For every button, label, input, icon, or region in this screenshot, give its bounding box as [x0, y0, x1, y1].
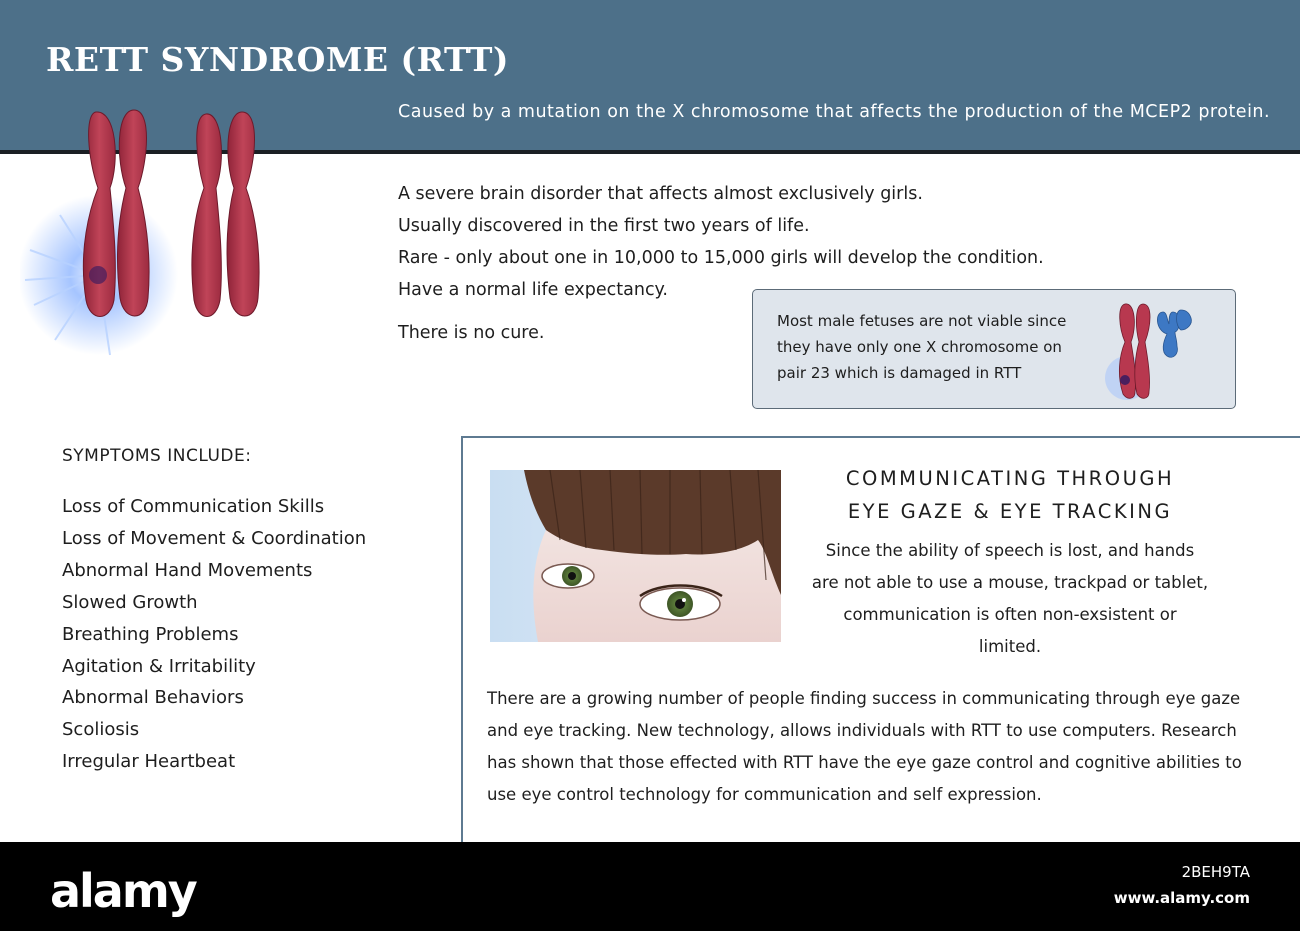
footer-bar [0, 842, 1300, 931]
symptom-item: Abnormal Hand Movements [62, 559, 313, 581]
fact-item: Usually discovered in the first two years of life. [398, 216, 810, 236]
facts-list [398, 178, 1044, 306]
fact-item: Have a normal life expectancy. [398, 280, 668, 300]
eye-gaze-lead: Since the ability of speech is lost, and hands are not able to use a mouse, trackpad or tablet, communication is often non-exsistent or limited. [811, 541, 1209, 656]
symptoms-list [62, 491, 366, 778]
x-chromosome-illustration [20, 100, 290, 365]
girl-eyes-illustration [490, 470, 781, 642]
callout-text: Most male fetuses are not viable since they have only one X chromosome on pair 23 which is damaged in RTT [777, 312, 1067, 382]
cause-subtitle: Caused by a mutation on the X chromosome that affects the production of the MCEP2 protein. [398, 102, 1271, 122]
xy-chromosome-icon [1097, 296, 1207, 402]
symptom-item: Abnormal Behaviors [62, 687, 244, 709]
brand-logo: alamy [50, 864, 196, 918]
site-url: www.alamy.com [1113, 889, 1250, 907]
fact-item: Rare - only about one in 10,000 to 15,000 girls will develop the condition. [398, 248, 1044, 268]
symptom-item: Irregular Heartbeat [62, 751, 236, 773]
eye-gaze-title-line: COMMUNICATING THROUGH [845, 467, 1175, 490]
image-id: 2BEH9TA [1181, 863, 1250, 881]
symptom-item: Scoliosis [62, 719, 140, 741]
symptom-item: Loss of Movement & Coordination [62, 527, 367, 549]
no-cure-note: There is no cure. [398, 323, 545, 343]
fact-item: A severe brain disorder that affects almost exclusively girls. [398, 184, 923, 204]
male-fetus-callout [752, 289, 1236, 409]
symptom-item: Agitation & Irritability [62, 655, 256, 677]
eye-gaze-body: There are a growing number of people finding success in communicating through eye gaze and eye tracking. New technology, allows individuals with RTT to use computers. Research has shown that those effected with RTT have the eye gaze control and cognitive abilities to use eye control technology for communication and self expression. [487, 689, 1242, 804]
eye-gaze-title-line: EYE GAZE & EYE TRACKING [847, 500, 1173, 523]
symptoms-heading: SYMPTOMS INCLUDE: [62, 446, 252, 466]
symptom-item: Slowed Growth [62, 591, 198, 613]
symptom-item: Breathing Problems [62, 623, 239, 645]
symptom-item: Loss of Communication Skills [62, 496, 325, 517]
eye-gaze-title [810, 462, 1210, 528]
page-title: RETT SYNDROME (RTT) [46, 40, 510, 79]
